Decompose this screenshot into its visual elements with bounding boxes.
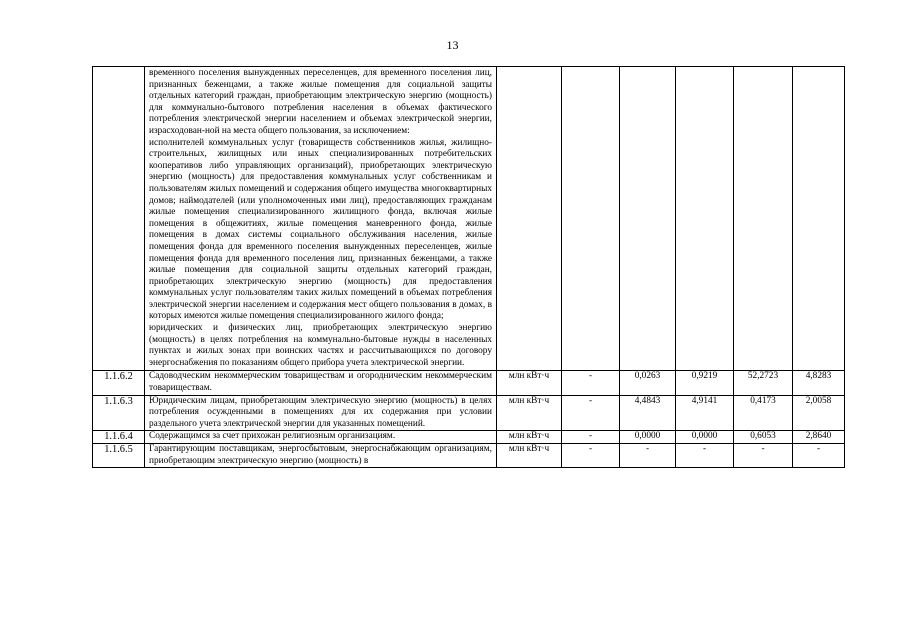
value-cell: - (562, 371, 620, 395)
unit-cell: млн кВт·ч (497, 444, 562, 468)
unit-cell: млн кВт·ч (497, 431, 562, 444)
row-description-cell: Содержащимся за счет прихожан религиозным организациям. (145, 431, 497, 444)
value-cell (793, 67, 845, 371)
value-cell (562, 67, 620, 371)
row-description-cell: Садоводческим некоммерческим товариществам и огородническим некоммерческим товариществам. (145, 371, 497, 395)
page-number: 13 (446, 38, 459, 52)
value-cell: 2,0058 (793, 395, 845, 431)
paragraph: временного поселения вынужденных переселенцев, для временного поселения лиц, признанных беженцами, а также жилые помещения для социальной защиты отдельных категорий граждан, приобретающим электрическую энергию (мощность) для коммунально-бытового потребления населения в объемах фактического потребления электрической энергии населением и объемах электрической энергии, израсходован-ной на места общего пользования, за исключением: (149, 68, 492, 136)
paragraph: юридических и физических лиц, приобретающих электрическую энергию (мощность) в целях потребления на коммунально-бытовые нужды в населенных пунктах и жилых зонах при воинских частях и рассчитывающихся по договору энергоснабжения по показаниям общего прибора учета электрической энергии. (149, 323, 492, 368)
unit-cell: млн кВт·ч (497, 395, 562, 431)
value-cell: - (676, 444, 734, 468)
table-row (93, 371, 845, 395)
unit-cell (497, 67, 562, 371)
row-number-cell: 1.1.6.2 (93, 371, 145, 395)
table-row (93, 395, 845, 431)
value-cell (734, 67, 793, 371)
row-description-cell: Гарантирующим поставщикам, энергосбытовым, энергоснабжающим организациям, приобретающим электрическую энергию (мощность) в (145, 444, 497, 468)
value-cell: - (562, 395, 620, 431)
paragraph: исполнителей коммунальных услуг (товариществ собственников жилья, жилищно-строительных, жилищных или иных специализированных потребительских кооперативов либо управляющих организаций), приобретающих электрическую энергию (мощность) для предоставления коммунальных услуг собственникам и пользователям жилых помещений и содержания общего имущества многоквартирных домов; наймодателей (или уполномоченных ими лиц), предоставляющих гражданам жилые помещения специализированного жилищного фонда, включая жилые помещения в общежитиях, жилые помещения маневренного фонда, жилые помещения в домах системы социального обслуживания населения, жилые помещения фонда для временного поселения вынужденных переселенцев, жилые помещения фонда для временного поселения лиц, признанных беженцами, а также жилые помещения для социальной защиты отдельных категорий граждан, приобретающих электрическую энергию (мощность) для предоставления коммунальных услуг пользователям таких жилых помещений в объемах потребления электрической энергии населением и содержания мест общего пользования в домах, в которых имеются жилые помещения специализированного жилого фонда; (149, 137, 492, 322)
value-cell: - (793, 444, 845, 468)
value-cell: 0,6053 (734, 431, 793, 444)
value-cell: - (734, 444, 793, 468)
value-cell: 0,0000 (620, 431, 676, 444)
value-cell (676, 67, 734, 371)
value-cell: 0,9219 (676, 371, 734, 395)
value-cell: 0,0000 (676, 431, 734, 444)
value-cell: - (562, 444, 620, 468)
value-cell: 4,4843 (620, 395, 676, 431)
value-cell: 4,9141 (676, 395, 734, 431)
table-row (93, 67, 845, 371)
row-number-cell: 1.1.6.4 (93, 431, 145, 444)
value-cell: 0,0263 (620, 371, 676, 395)
row-description-cell (145, 67, 497, 371)
value-cell (620, 67, 676, 371)
row-number-cell: 1.1.6.5 (93, 444, 145, 468)
value-cell: 2,8640 (793, 431, 845, 444)
row-number-cell (93, 67, 145, 371)
row-number-cell: 1.1.6.3 (93, 395, 145, 431)
data-table (92, 66, 845, 468)
table-row (93, 431, 845, 444)
unit-cell: млн кВт·ч (497, 371, 562, 395)
value-cell: 52,2723 (734, 371, 793, 395)
value-cell: 0,4173 (734, 395, 793, 431)
row-description-cell: Юридическим лицам, приобретающим электрическую энергию (мощность) в целях потребления осужденными в помещениях для их содержания при условии раздельного учета электрической энергии для указанных помещений. (145, 395, 497, 431)
value-cell: - (620, 444, 676, 468)
table-row (93, 444, 845, 468)
value-cell: - (562, 431, 620, 444)
value-cell: 4,8283 (793, 371, 845, 395)
